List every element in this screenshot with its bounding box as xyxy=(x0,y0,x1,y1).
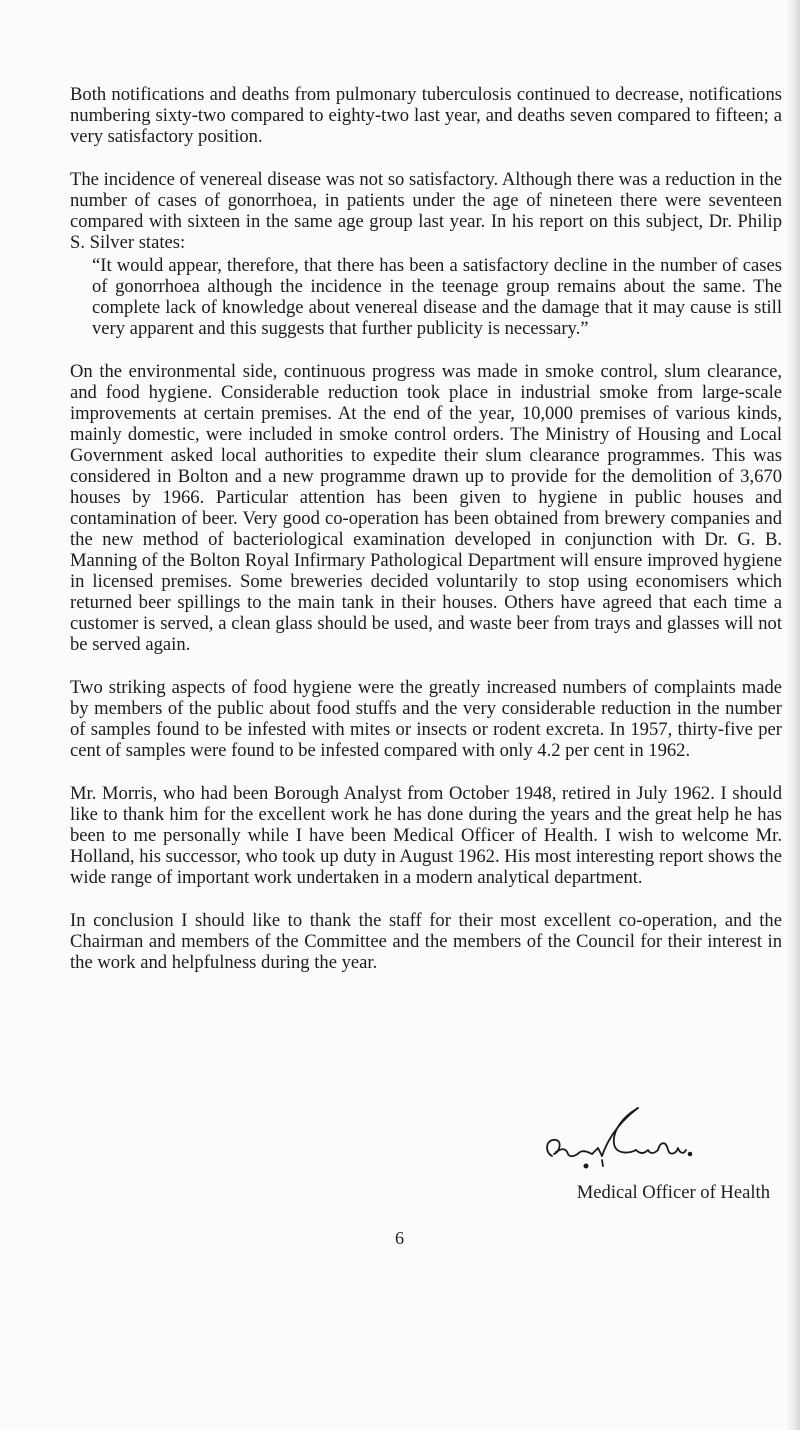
signature-title: Medical Officer of Health xyxy=(576,1182,770,1203)
paragraph-tuberculosis: Both notifications and deaths from pulmonary tuberculosis continued to decrease, notifications numbering sixty-two compared to eighty-two last year, and deaths seven compared to fifteen; a very satisfactory position. xyxy=(70,84,782,147)
paragraph-environmental: On the environmental side, continuous progress was made in smoke control, slum clearance, and food hygiene. Considerable reduction took place in industrial smoke from large-scale improvements at certain premises. At the end of the year, 10,000 premises of various kinds, mainly domestic, were included in smoke control orders. The Ministry of Housing and Local Government asked local authorities to expedite their slum clearance programmes. This was considered in Bolton and a new programme drawn up to provide for the demolition of 3,670 houses by 1966. Particular attention has been given to hygiene in public houses and contamination of beer. Very good co-operation has been obtained from brewery companies and the new method of bacteriological examination developed in conjunction with Dr. G. B. Manning of the Bolton Royal Infirmary Pathological Department will ensure improved hygiene in licensed premises. Some breweries decided voluntarily to stop using economisers which returned beer spillings to the main tank in their houses. Others have agreed that each time a customer is served, a clean glass should be used, and waste beer from trays and glasses will not be served again. xyxy=(70,361,782,655)
page-number: 6 xyxy=(395,1228,404,1248)
page-edge-shadow xyxy=(786,0,800,1430)
paragraph-conclusion: In conclusion I should like to thank the staff for their most excellent co-operation, and the Chairman and members of the Committee and the members of the Council for their interest in the work and helpfulness during the year. xyxy=(70,910,782,973)
paragraph-venereal-disease: The incidence of venereal disease was not so satisfactory. Although there was a reduction in the number of cases of gonorrhoea, in patients under the age of nineteen there were seventeen compared with sixteen in the same age group last year. In his report on this subject, Dr. Philip S. Silver states: xyxy=(70,169,782,253)
document-body xyxy=(70,84,782,995)
quote-dr-silver: “It would appear, therefore, that there has been a satisfactory decline in the number of cases of gonorrhoea although the incidence in the teenage group remains about the same. The complete lack of knowledge about venereal disease and the damage that it may cause is still very apparent and this suggests that further publicity is necessary.” xyxy=(92,255,782,339)
handwritten-signature xyxy=(540,1094,700,1174)
paragraph-food-hygiene: Two striking aspects of food hygiene were the greatly increased numbers of complaints made by members of the public about food stuffs and the very considerable reduction in the number of samples found to be infested with mites or insects or rodent excreta. In 1957, thirty-five per cent of samples were found to be infested compared with only 4.2 per cent in 1962. xyxy=(70,677,782,761)
paragraph-borough-analyst: Mr. Morris, who had been Borough Analyst from October 1948, retired in July 1962. I should like to thank him for the excellent work he has done during the years and the great help he has been to me personally while I have been Medical Officer of Health. I wish to welcome Mr. Holland, his successor, who took up duty in August 1962. His most interesting report shows the wide range of important work undertaken in a modern analytical department. xyxy=(70,783,782,888)
